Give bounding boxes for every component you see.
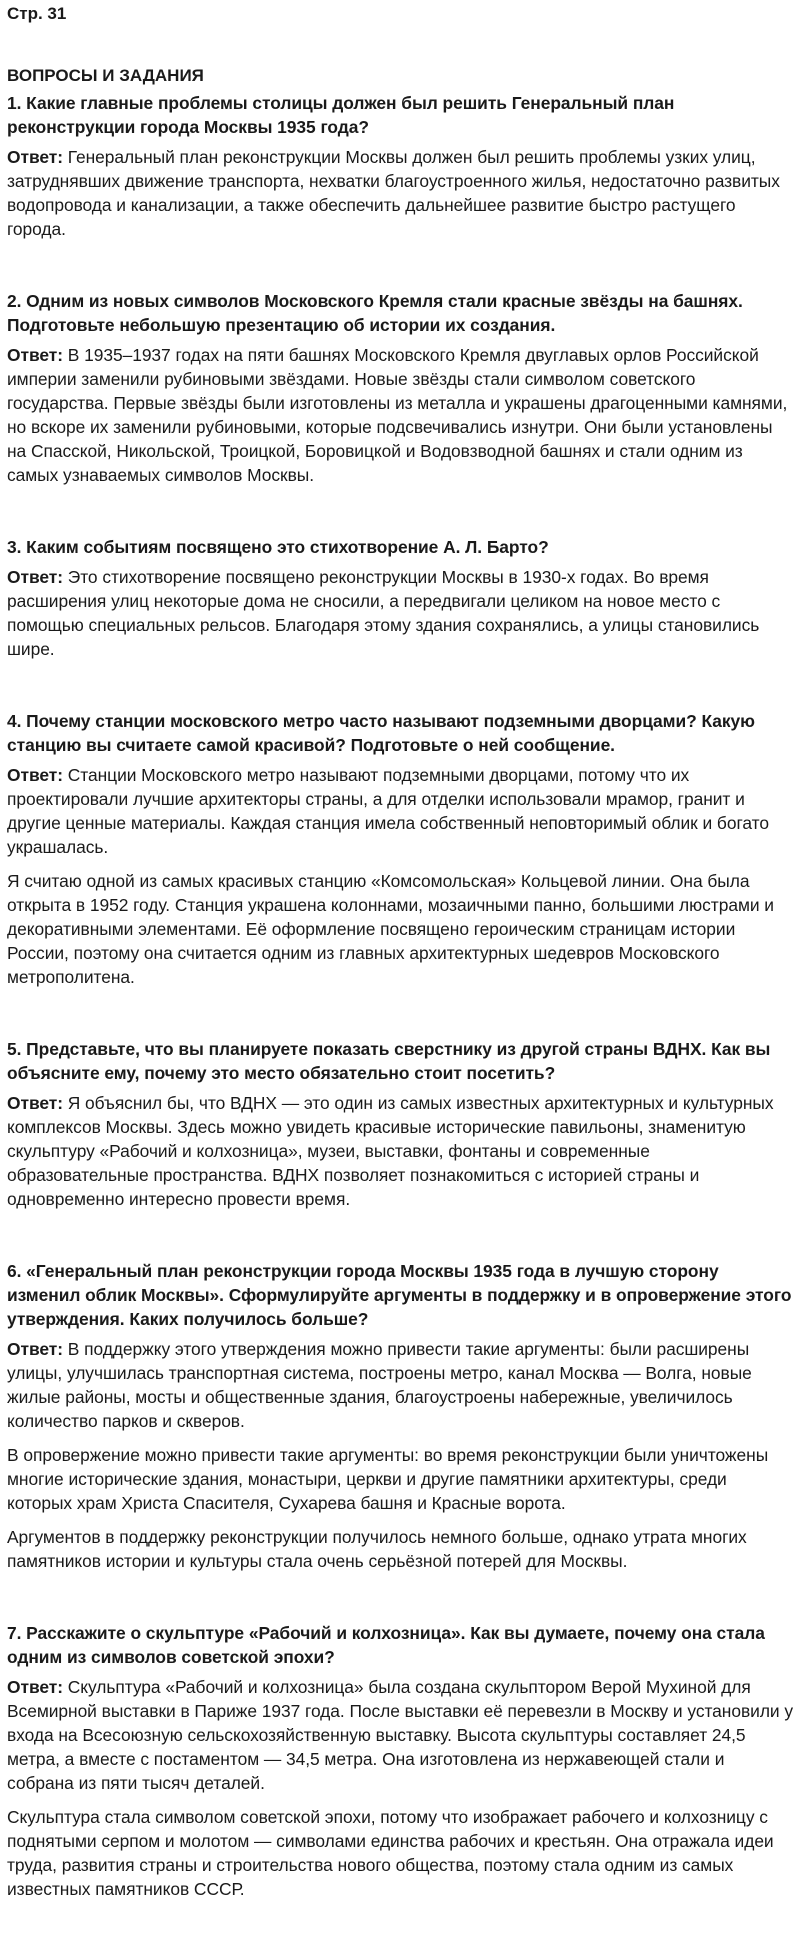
answer-paragraph bbox=[7, 1337, 795, 1433]
document-page bbox=[0, 3, 800, 1901]
question-text: 4. Почему станции московского метро часто называют подземными дворцами? Какую станцию вы считаете самой красивой? Подготовьте о ней сообщение. bbox=[7, 711, 755, 755]
answer-block bbox=[7, 145, 795, 241]
answer-paragraph-extra: Я считаю одной из самых красивых станцию «Комсомольская» Кольцевой линии. Она была открыта в 1952 году. Станция украшена колоннами, мозаичными панно, большими люстрами и декоративными элементами. Её оформление посвящено героическим страницам истории России, поэтому она считается одним из главных архитектурных шедевров Московского метрополитена. bbox=[7, 871, 774, 987]
answer-block bbox=[7, 343, 795, 487]
question-block bbox=[7, 289, 795, 487]
question-block bbox=[7, 535, 795, 661]
answer-paragraph bbox=[7, 145, 795, 241]
answer-label: Ответ: bbox=[7, 765, 63, 785]
answer-block bbox=[7, 1337, 795, 1573]
answer-label: Ответ: bbox=[7, 147, 63, 167]
answer-text: Генеральный план реконструкции Москвы должен был решить проблемы узких улиц, затруднявших движение транспорта, нехватки благоустроенного жилья, недостаточно развитых водопровода и канализации, а также обеспечить дальнейшее развитие быстро растущего города. bbox=[7, 147, 780, 239]
answer-block bbox=[7, 763, 795, 989]
questions-list bbox=[7, 91, 795, 1901]
page-number: Стр. 31 bbox=[7, 4, 67, 23]
answer-block bbox=[7, 1091, 795, 1211]
question-block bbox=[7, 1037, 795, 1211]
answer-label: Ответ: bbox=[7, 1339, 63, 1359]
answer-paragraph-extra: Скульптура стала символом советской эпохи, потому что изображает рабочего и колхозницу с поднятыми серпом и молотом — символами единства рабочих и крестьян. Она отражала идеи труда, развития страны и строительства нового общества, поэтому стала одним из самых известных памятников СССР. bbox=[7, 1807, 774, 1899]
answer-paragraph bbox=[7, 763, 795, 859]
answer-paragraph bbox=[7, 1675, 795, 1795]
answer-text: В поддержку этого утверждения можно привести такие аргументы: были расширены улицы, улучшилась транспортная система, построены метро, канал Москва — Волга, новые жилые районы, мосты и общественные здания, благоустроены набережные, увеличилось количество парков и скверов. bbox=[7, 1339, 752, 1431]
answer-paragraph bbox=[7, 343, 795, 487]
question-block bbox=[7, 91, 795, 241]
answer-text: Скульптура «Рабочий и колхозница» была создана скульптором Верой Мухиной для Всемирной выставки в Париже 1937 года. После выставки её перевезли в Москву и установили у входа на Всесоюзную сельскохозяйственную выставку. Высота скульптуры составляет 24,5 метра, а вместе с постаментом — 34,5 метра. Она изготовлена из нержавеющей стали и собрана из пяти тысяч деталей. bbox=[7, 1677, 794, 1793]
answer-paragraph bbox=[7, 1091, 795, 1211]
answer-block bbox=[7, 565, 795, 661]
section-title: ВОПРОСЫ И ЗАДАНИЯ bbox=[7, 66, 204, 85]
answer-label: Ответ: bbox=[7, 567, 63, 587]
answer-text: Я объяснил бы, что ВДНХ — это один из самых известных архитектурных и культурных комплексов Москвы. Здесь можно увидеть красивые исторические павильоны, знаменитую скульптуру «Рабочий и колхозница», музеи, выставки, фонтаны и современные образовательные пространства. ВДНХ позволяет познакомиться с историей страны и одновременно интересно провести время. bbox=[7, 1093, 774, 1209]
answer-text: В 1935–1937 годах на пяти башнях Московского Кремля двуглавых орлов Российской империи заменили рубиновыми звёздами. Новые звёзды стали символом советского государства. Первые звёзды были изготовлены из металла и украшены драгоценными камнями, но вскоре их заменили рубиновыми, которые подсвечивались изнутри. Они были установлены на Спасской, Никольской, Троицкой, Боровицкой и Водовзводной башнях и стали одним из самых узнаваемых символов Москвы. bbox=[7, 345, 788, 485]
question-text: 1. Какие главные проблемы столицы должен был решить Генеральный план реконструкции города Москвы 1935 года? bbox=[7, 93, 675, 137]
question-block bbox=[7, 1259, 795, 1573]
question-text: 6. «Генеральный план реконструкции города Москвы 1935 года в лучшую сторону изменил облик Москвы». Сформулируйте аргументы в поддержку и в опровержение этого утверждения. Каких получилось больше? bbox=[7, 1261, 792, 1329]
answer-paragraph bbox=[7, 565, 795, 661]
answer-label: Ответ: bbox=[7, 345, 63, 365]
question-block bbox=[7, 709, 795, 989]
answer-label: Ответ: bbox=[7, 1677, 63, 1697]
answer-block bbox=[7, 1675, 795, 1901]
answer-text: Станции Московского метро называют подземными дворцами, потому что их проектировали лучшие архитекторы страны, а для отделки использовали мрамор, гранит и другие ценные материалы. Каждая станция имела собственный неповторимый облик и богато украшалась. bbox=[7, 765, 769, 857]
question-text: 5. Представьте, что вы планируете показать сверстнику из другой страны ВДНХ. Как вы объясните ему, почему это место обязательно стоит посетить? bbox=[7, 1039, 771, 1083]
answer-text: Это стихотворение посвящено реконструкции Москвы в 1930-х годах. Во время расширения улиц некоторые дома не сносили, а передвигали целиком на новое место с помощью специальных рельсов. Благодаря этому здания сохранялись, а улицы становились шире. bbox=[7, 567, 760, 659]
answer-label: Ответ: bbox=[7, 1093, 63, 1113]
question-block bbox=[7, 1621, 795, 1901]
question-text: 7. Расскажите о скульптуре «Рабочий и колхозница». Как вы думаете, почему она стала одним из символов советской эпохи? bbox=[7, 1623, 765, 1667]
answer-paragraph-extra: Аргументов в поддержку реконструкции получилось немного больше, однако утрата многих памятников истории и культуры стала очень серьёзной потерей для Москвы. bbox=[7, 1527, 747, 1571]
answer-paragraph-extra: В опровержение можно привести такие аргументы: во время реконструкции были уничтожены многие исторические здания, монастыри, церкви и другие памятники архитектуры, среди которых храм Христа Спасителя, Сухарева башня и Красные ворота. bbox=[7, 1445, 769, 1513]
question-text: 3. Каким событиям посвящено это стихотворение А. Л. Барто? bbox=[7, 537, 549, 557]
question-text: 2. Одним из новых символов Московского Кремля стали красные звёзды на башнях. Подготовьте небольшую презентацию об истории их создания. bbox=[7, 291, 743, 335]
